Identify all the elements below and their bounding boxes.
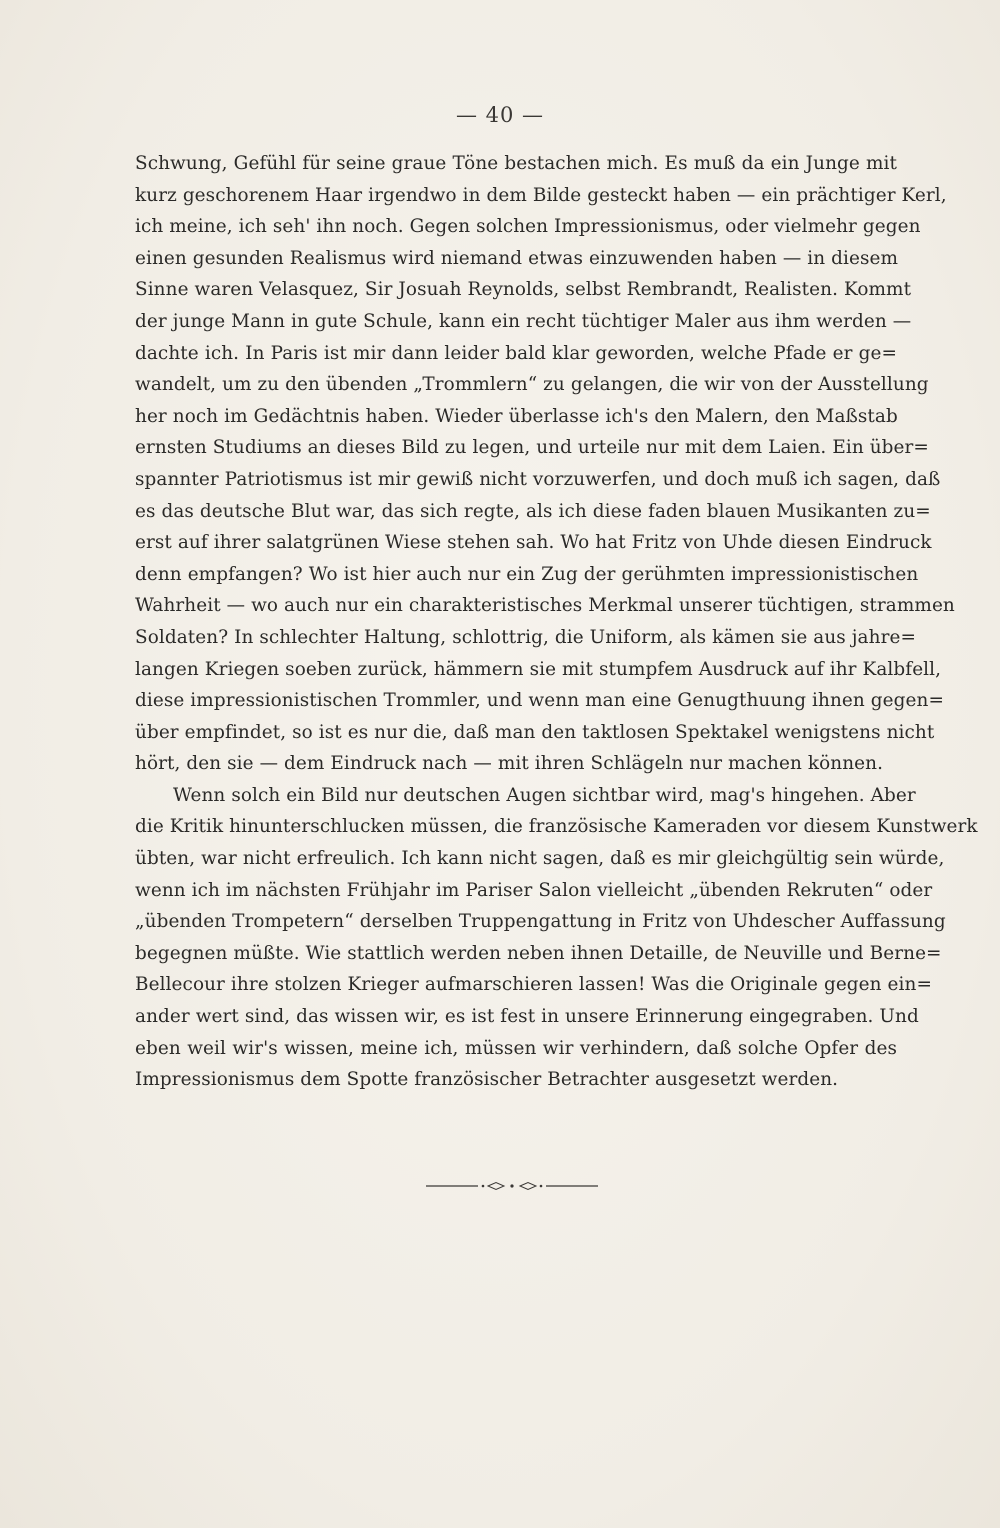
text-line: diese impressionistischen Trommler, und wenn man eine Genugthuung ihnen gegen= (135, 690, 944, 712)
text-line: spannter Patriotismus ist mir gewiß nicht vorzuwerfen, und doch muß ich sagen, daß (135, 468, 941, 490)
text-line: Wenn solch ein Bild nur deutschen Augen sichtbar wird, mag's hingehen. Aber (173, 784, 916, 806)
text-line: über empfindet, so ist es nur die, daß man den taktlosen Spektakel wenigstens nicht (135, 721, 935, 743)
text-line: einen gesunden Realismus wird niemand etwas einzuwenden haben — in diesem (135, 247, 899, 269)
text-line: wenn ich im nächsten Frühjahr im Pariser Salon vielleicht „übenden Rekruten“ oder (135, 879, 933, 901)
text-line: Impressionismus dem Spotte französischer Betrachter ausgesetzt werden. (135, 1069, 839, 1091)
text-line: erst auf ihrer salatgrünen Wiese stehen sah. Wo hat Fritz von Uhde diesen Eindruck (135, 532, 932, 554)
paragraph-2 (135, 780, 978, 1096)
page-number: — 40 — (455, 103, 545, 127)
text-line: begegnen müßte. Wie stattlich werden neben ihnen Detaille, de Neuville und Berne= (135, 942, 942, 964)
text-line: Soldaten? In schlechter Haltung, schlottrig, die Uniform, als kämen sie aus jahre= (135, 626, 916, 648)
text-line: ander wert sind, das wissen wir, es ist fest in unsere Erinnerung eingegraben. Und (135, 1006, 919, 1028)
text-line: kurz geschorenem Haar irgendwo in dem Bilde gesteckt haben — ein prächtiger Kerl, (135, 184, 947, 206)
text-line: die Kritik hinunterschlucken müssen, die französische Kameraden vor diesem Kunstwerk (135, 816, 978, 838)
text-line: ernsten Studiums an dieses Bild zu legen, und urteile nur mit dem Laien. Ein über= (135, 437, 929, 459)
horizontal-rule-ornament-icon (426, 1176, 598, 1196)
text-line: Sinne waren Velasquez, Sir Josuah Reynolds, selbst Rembrandt, Realisten. Kommt (135, 279, 912, 301)
text-line: der junge Mann in gute Schule, kann ein recht tüchtiger Maler aus ihm werden — (135, 310, 912, 332)
text-line: übten, war nicht erfreulich. Ich kann nicht sagen, daß es mir gleichgültig sein würde, (135, 848, 945, 870)
text-line: Wahrheit — wo auch nur ein charakteristisches Merkmal unserer tüchtigen, strammen (135, 595, 955, 617)
text-line: es das deutsche Blut war, das sich regte, als ich diese faden blauen Musikanten zu= (135, 500, 931, 522)
text-line: ich meine, ich seh' ihn noch. Gegen solchen Impressionismus, oder vielmehr gegen (135, 216, 921, 238)
text-line: Bellecour ihre stolzen Krieger aufmarschieren lassen! Was die Originale gegen ein= (135, 974, 932, 996)
text-line: denn empfangen? Wo ist hier auch nur ein Zug der gerühmten impressionistischen (135, 563, 919, 585)
paragraph-1 (135, 148, 955, 780)
text-line: dachte ich. In Paris ist mir dann leider bald klar geworden, welche Pfade er ge= (135, 342, 897, 364)
text-line: langen Kriegen soeben zurück, hämmern sie mit stumpfem Ausdruck auf ihr Kalbfell, (135, 658, 942, 680)
text-line: wandelt, um zu den übenden „Trommlern“ zu gelangen, die wir von der Ausstellung (135, 374, 929, 396)
text-line: eben weil wir's wissen, meine ich, müssen wir verhindern, daß solche Opfer des (135, 1037, 897, 1059)
body-text (135, 148, 978, 1096)
text-line: „übenden Trompetern“ derselben Truppengattung in Fritz von Uhdescher Auffassung (135, 911, 946, 933)
text-line: her noch im Gedächtnis haben. Wieder überlasse ich's den Malern, den Maßstab (135, 405, 898, 427)
text-line: hört, den sie — dem Eindruck nach — mit ihren Schlägeln nur machen können. (135, 753, 884, 775)
text-line: Schwung, Gefühl für seine graue Töne bestachen mich. Es muß da ein Junge mit (135, 153, 897, 174)
